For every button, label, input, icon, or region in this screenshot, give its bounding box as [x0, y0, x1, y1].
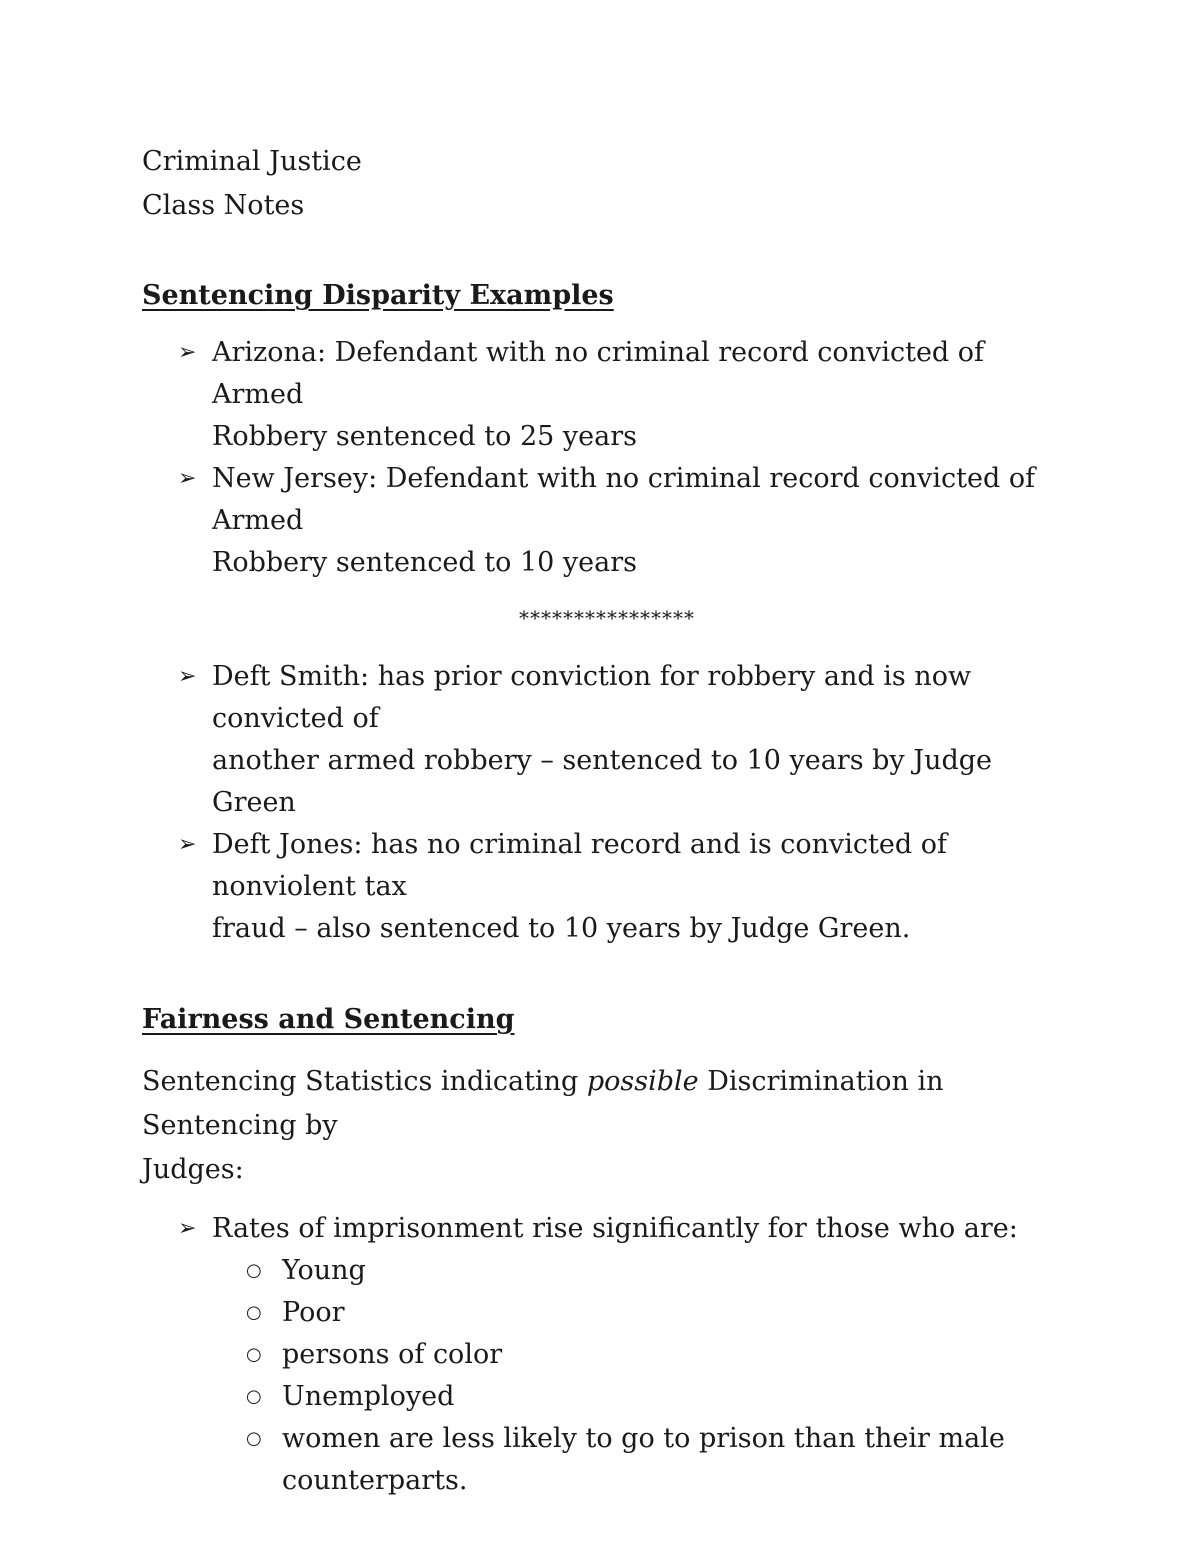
intro-emphasis: possible: [586, 1066, 699, 1097]
arrow-bullet-icon: ➢: [178, 832, 197, 857]
list-item-line: persons of color: [282, 1339, 503, 1370]
list-item-line: Arizona: Defendant with no criminal record convicted of Armed: [212, 337, 985, 410]
list-item-line: counterparts.: [282, 1465, 468, 1496]
arrow-bullet-icon: ➢: [178, 340, 197, 365]
arrow-bullet-icon: ➢: [178, 664, 197, 689]
list-item: [142, 1334, 1072, 1376]
list-item-line: Poor: [282, 1297, 345, 1328]
circle-bullet-icon: ○: [246, 1386, 262, 1407]
list-item-line: Robbery sentenced to 10 years: [212, 547, 637, 578]
list-item-line: fraud – also sentenced to 10 years by Judge Green.: [212, 913, 911, 944]
course-title: Criminal Justice: [142, 146, 362, 177]
intro-text: Judges:: [142, 1154, 244, 1185]
arrow-bullet-icon: ➢: [178, 466, 197, 491]
list-item: [142, 458, 1072, 584]
list-item-line: another armed robbery – sentenced to 10 years by Judge Green: [212, 745, 993, 818]
list-item: [142, 656, 1072, 824]
class-notes-subtitle: Class Notes: [142, 190, 305, 221]
circle-bullet-icon: ○: [246, 1260, 262, 1281]
document-page: [142, 140, 1072, 1502]
circle-bullet-icon: ○: [246, 1302, 262, 1323]
list-item: [142, 1418, 1072, 1502]
statistics-sublist: [142, 1250, 1072, 1502]
intro-text: Sentencing Statistics indicating: [142, 1066, 587, 1097]
list-item: [142, 1292, 1072, 1334]
list-item: [142, 824, 1072, 950]
circle-bullet-icon: ○: [246, 1428, 262, 1449]
list-item-line: Young: [282, 1255, 366, 1286]
list-item-line: New Jersey: Defendant with no criminal record convicted of Armed: [212, 463, 1036, 536]
separator-stars: ****************: [519, 606, 695, 630]
disparity-list-b: [142, 656, 1072, 950]
list-item-line: Deft Smith: has prior conviction for robbery and is now convicted of: [212, 661, 972, 734]
list-item: [142, 1250, 1072, 1292]
intro-paragraph: [142, 1060, 1072, 1192]
disparity-list-a: [142, 332, 1072, 584]
list-item: [142, 332, 1072, 458]
list-item-line: Unemployed: [282, 1381, 455, 1412]
circle-bullet-icon: ○: [246, 1344, 262, 1365]
section-heading-sentencing-disparity: Sentencing Disparity Examples: [142, 280, 614, 311]
section-heading-fairness: Fairness and Sentencing: [142, 1004, 515, 1035]
statistics-list: [142, 1208, 1072, 1250]
list-item-line: women are less likely to go to prison than their male: [282, 1423, 1005, 1454]
list-item: [142, 1208, 1072, 1250]
intro-text: Discrimination in Sentencing by: [142, 1066, 944, 1141]
arrow-bullet-icon: ➢: [178, 1216, 197, 1241]
list-item-line: Deft Jones: has no criminal record and is convicted of nonviolent tax: [212, 829, 947, 902]
list-item-line: Rates of imprisonment rise significantly for those who are:: [212, 1213, 1018, 1244]
list-item-line: Robbery sentenced to 25 years: [212, 421, 637, 452]
list-item: [142, 1376, 1072, 1418]
